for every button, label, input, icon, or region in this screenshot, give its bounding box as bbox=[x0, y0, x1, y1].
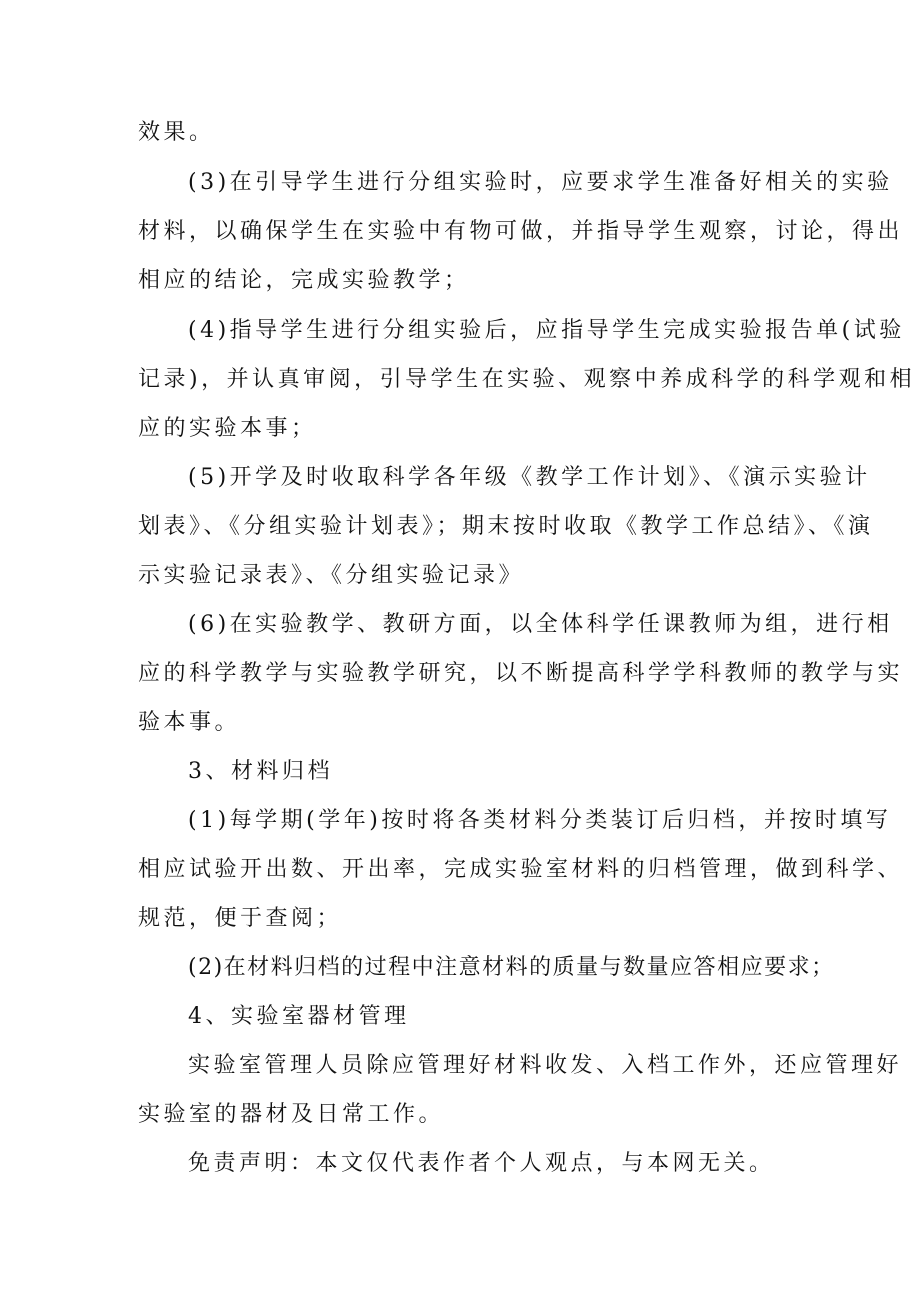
archive-item-1-line-2: 相应试验开出数、开出率，完成实验室材料的归档管理，做到科学、 bbox=[138, 857, 904, 882]
paragraph-4-line-2: 记录)，并认真审阅，引导学生在实验、观察中养成科学的科学观和相 bbox=[138, 367, 916, 392]
paragraph-5-line-1: (5)开学及时收取科学各年级《教学工作计划》、《演示实验计 bbox=[188, 465, 871, 490]
equipment-paragraph-line-1: 实验室管理人员除应管理好材料收发、入档工作外，还应管理好 bbox=[188, 1053, 903, 1078]
equipment-paragraph-line-2: 实验室的器材及日常工作。 bbox=[138, 1102, 445, 1127]
paragraph-4-line-1: (4)指导学生进行分组实验后，应指导学生完成实验报告单(试验 bbox=[188, 318, 905, 343]
paragraph-6-line-1: (6)在实验教学、教研方面，以全体科学任课教师为组，进行相 bbox=[188, 612, 893, 637]
archive-item-1-line-3: 规范，便于查阅； bbox=[138, 906, 343, 931]
paragraph-3-line-3: 相应的结论，完成实验教学； bbox=[138, 268, 470, 293]
paragraph-6-line-3: 验本事。 bbox=[138, 710, 241, 735]
paragraph-3-line-1: (3)在引导学生进行分组实验时，应要求学生准备好相关的实验 bbox=[188, 170, 893, 195]
paragraph-5-line-3: 示实验记录表》、《分组实验记录》 bbox=[138, 563, 525, 588]
archive-item-1-line-1: (1)每学期(学年)按时将各类材料分类装订后归档，并按时填写 bbox=[188, 808, 892, 833]
section-heading-3: 3、材料归档 bbox=[188, 759, 333, 784]
paragraph-6-line-2: 应的科学教学与实验教学研究，以不断提高科学学科教师的教学与实 bbox=[138, 661, 904, 686]
archive-item-2-line-1: (2)在材料归档的过程中注意材料的质量与数量应答相应要求； bbox=[188, 955, 835, 980]
text-line: 效果。 bbox=[138, 120, 215, 145]
disclaimer: 免责声明：本文仅代表作者个人观点，与本网无关。 bbox=[188, 1151, 775, 1176]
paragraph-3-line-2: 材料，以确保学生在实验中有物可做，并指导学生观察，讨论，得出 bbox=[138, 219, 904, 244]
paragraph-5-line-2: 划表》、《分组实验计划表》；期末按时收取《教学工作总结》、《演 bbox=[138, 514, 874, 539]
section-heading-4: 4、实验室器材管理 bbox=[188, 1004, 410, 1029]
paragraph-4-line-3: 应的实验本事； bbox=[138, 416, 317, 441]
